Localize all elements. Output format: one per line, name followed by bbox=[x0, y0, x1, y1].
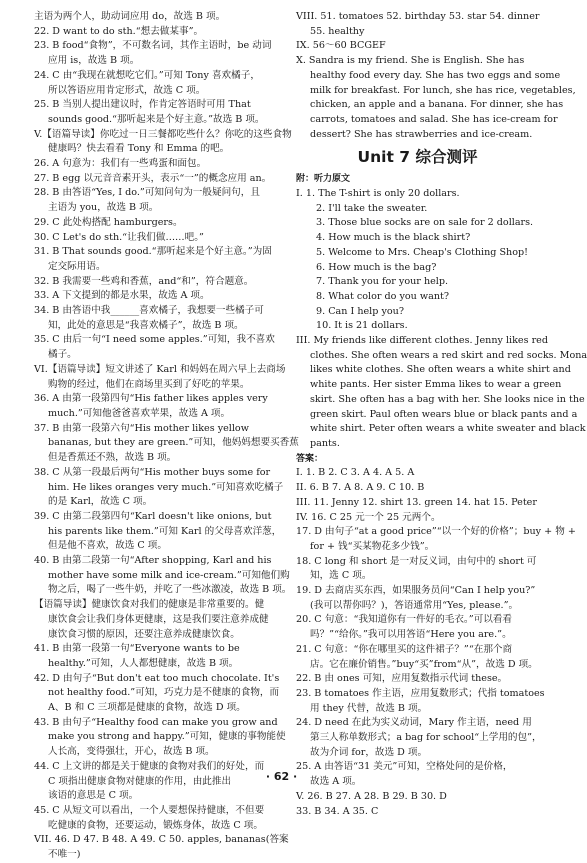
text-line: VI.【语篇导读】短文讲述了 Karl 和妈妈在周六早上去商场 bbox=[34, 363, 286, 375]
text-line: 33. A 下文提到的都是水果，故选 A 项。 bbox=[34, 290, 210, 302]
text-line: 26. A 句意为：我们有一些鸡蛋和面包。 bbox=[34, 158, 207, 170]
text-line: 吃健康的食物，还要运动，锻炼身体，故选 C 项。 bbox=[48, 819, 263, 831]
listening-label: 附：听力原文 bbox=[296, 174, 351, 185]
text-line: 该语的意思是 C 项。 bbox=[48, 790, 139, 802]
text-line: healthy food every day. She has two eggs and some bbox=[310, 69, 561, 81]
text-line: clothes. She often wears a red skirt and red socks. Mona bbox=[310, 349, 587, 361]
text-line: 39. C 由第二段第四句“Karl doesn't like onions, but bbox=[34, 510, 272, 522]
text-line: much.”可知他爸爸喜欢苹果，故选 A 项。 bbox=[48, 407, 231, 419]
text-line: make you strong and happy.”可知，健康的事物能使 bbox=[48, 731, 286, 743]
text-line: 橘子。 bbox=[48, 349, 77, 361]
listening-part-3 bbox=[296, 334, 587, 452]
page-number: · 62 · bbox=[265, 770, 298, 783]
text-line: 知，此处的意思是“我喜欢橘子”，故选 B 项。 bbox=[48, 319, 244, 331]
text-line: white shirt. Peter often wears a white sweater and black bbox=[310, 423, 586, 435]
text-line: 故选 A 项。 bbox=[310, 776, 362, 788]
text-line: 55. healthy bbox=[310, 25, 365, 37]
text-line: 主语为 you，故选 B 项。 bbox=[48, 202, 159, 214]
text-line: 20. C 句意：“我知道你有一件好的毛衣。”可以看看 bbox=[296, 614, 512, 626]
text-line: skirt. She often has a bag with her. She looks nice in the bbox=[310, 393, 585, 405]
text-line: 30. C Let's do sth.“让我们做……吧。” bbox=[34, 231, 204, 243]
text-line: 23. B food“食物”，不可数名词，其作主语时，be 动词 bbox=[34, 40, 272, 52]
text-line: V. 26. B 27. A 28. B 29. B 30. D bbox=[296, 790, 447, 802]
text-line: 24. C 由“我现在就想吃它们。”可知 Tony 喜欢橘子， bbox=[34, 69, 260, 81]
text-line: 17. D 由句子“at a good price”“以一个好的价格”；buy + 物 + bbox=[296, 526, 576, 538]
text-line: pants. bbox=[310, 437, 340, 449]
text-line: for + 钱“买某物花多少钱”。 bbox=[310, 540, 435, 552]
text-line: I. 1. B 2. C 3. A 4. A 5. A bbox=[296, 467, 415, 479]
text-line: 的是 Karl，故选 C 项。 bbox=[48, 496, 153, 508]
listening-line: 7. Thank you for your help. bbox=[316, 276, 449, 288]
text-line: 康饮食会让我们身体更健康，这是我们要注意养成健 bbox=[48, 613, 269, 625]
text-line: 但是香蕉还不熟，故选 B 项。 bbox=[48, 452, 177, 464]
right-top-answers bbox=[296, 10, 576, 142]
listening-line: 10. It is 21 dollars. bbox=[316, 320, 408, 332]
text-line: 物之后，喝了一些牛奶，并吃了一些冰激凌，故选 B 项。 bbox=[48, 584, 292, 596]
text-line: carrots, tomatoes and salad. She has ice-cream for bbox=[310, 113, 558, 125]
text-line: 主语为两个人，助动词应用 do，故选 B 项。 bbox=[34, 11, 226, 22]
answers-list bbox=[296, 466, 576, 819]
text-line: green skirt. Paul often wears blue or black pants and a bbox=[310, 408, 578, 420]
text-line: 用 they 代替，故选 B 项。 bbox=[310, 702, 428, 714]
text-line: IX. 56～60 BCGEF bbox=[296, 40, 386, 52]
text-line: milk for breakfast. For lunch, she has rice, vegetables, bbox=[310, 84, 576, 96]
text-line: likes white clothes. She often wears a white shirt and bbox=[310, 364, 571, 376]
text-line: 25. B 当别人提出建议时，作肯定答语时可用 That bbox=[34, 99, 251, 111]
text-line: 43. B 由句子“Healthy food can make you grow and bbox=[34, 716, 278, 728]
unit-title: Unit 7 综合测评 bbox=[357, 148, 478, 167]
text-line: 24. D need 在此为实义动词，Mary 作主语，need 用 bbox=[296, 717, 532, 729]
listening-line: 8. What color do you want? bbox=[316, 290, 449, 302]
text-line: 22. D want to do sth.“想去做某事”。 bbox=[34, 25, 204, 37]
answers-label: 答案： bbox=[296, 453, 324, 464]
text-line: healthy.”可知，人人都想健康，故选 B 项。 bbox=[48, 657, 239, 669]
listening-line: I. 1. The T-shirt is only 20 dollars. bbox=[296, 188, 460, 200]
text-line: 知，选 C 项。 bbox=[310, 570, 372, 582]
text-line: 28. B 由答语“Yes, I do.”可知问句为一般疑问句，且 bbox=[34, 187, 260, 199]
text-line: X. Sandra is my friend. She is English. She has bbox=[296, 55, 525, 67]
text-line: 21. C 句意：“你在哪里买的这件裙子？”“在那个商 bbox=[296, 643, 513, 655]
text-line: 42. D 由句子“But don't eat too much chocolate. It's bbox=[34, 672, 280, 684]
listening-line: 2. I'll take the sweater. bbox=[316, 202, 428, 214]
text-line: mother have some milk and ice-cream.”可知他们购 bbox=[48, 569, 290, 581]
text-line: his parents like them.”可知 Karl 的父母喜欢洋葱， bbox=[48, 525, 282, 537]
text-line: 36. A 由第一段第四句“His father likes apples very bbox=[34, 393, 268, 405]
text-line: 健康吗？快去看看 Tony 和 Emma 的吧。 bbox=[48, 143, 230, 155]
text-line: 定交际用语。 bbox=[48, 260, 106, 272]
text-line: 31. B That sounds good.“那听起来是个好主意。”为固 bbox=[34, 246, 272, 258]
text-line: VIII. 51. tomatoes 52. birthday 53. star 54. dinner bbox=[296, 11, 540, 22]
text-line: 店。它在廉价销售。”buy“买”from“从”，故选 D 项。 bbox=[310, 658, 538, 670]
listening-line: 3. Those blue socks are on sale for 2 dollars. bbox=[316, 217, 534, 229]
text-line: 但是他不喜欢，故选 C 项。 bbox=[48, 540, 167, 552]
text-line: (我可以帮你吗？)，答语通常用“Yes, please.”。 bbox=[310, 599, 519, 611]
text-line: 应用 is，故选 B 项。 bbox=[48, 55, 140, 67]
text-line: 18. C long 和 short 是一对反义词，由句中的 short 可 bbox=[296, 555, 537, 567]
text-line: 37. B 由第一段第六句“His mother likes yellow bbox=[34, 422, 249, 434]
left-column bbox=[34, 10, 299, 863]
text-line: 23. B tomatoes 作主语，应用复数形式；代指 tomatoes bbox=[296, 687, 545, 699]
text-line: chicken, an apple and a banana. For dinner, she has bbox=[310, 99, 564, 111]
right-column bbox=[296, 10, 587, 819]
text-line: 38. C 从第一段最后两句“His mother buys some for bbox=[34, 466, 271, 478]
text-line: 32. B 我需要一些鸡和香蕉，and“和”，符合题意。 bbox=[34, 275, 254, 287]
text-line: dessert? She has strawberries and ice-cream. bbox=[310, 128, 533, 140]
text-line: 27. B egg 以元音音素开头，表示“一”的概念应用 an。 bbox=[34, 172, 272, 184]
text-line: bananas, but they are green.”可知，他妈妈想要买香蕉 bbox=[48, 437, 299, 449]
text-line: 22. B 由 ones 可知，应用复数指示代词 these。 bbox=[296, 673, 508, 685]
text-line: sounds good.“那听起来是个好主意。”故选 B 项。 bbox=[48, 113, 265, 125]
text-line: 33. B 34. A 35. C bbox=[296, 805, 379, 817]
text-line: 19. D 去商店买东西，如果服务员问“Can I help you?” bbox=[296, 585, 536, 597]
text-line: white pants. Her sister Emma likes to wear a green bbox=[310, 379, 562, 391]
listening-line: 6. How much is the bag? bbox=[316, 261, 437, 273]
text-line: 康饮食习惯的原因，还要注意养成健康饮食。 bbox=[48, 628, 240, 640]
text-line: 34. B 由答语中我______喜欢橘子，我想要一些橘子可 bbox=[34, 305, 264, 317]
text-line: III. 11. Jenny 12. shirt 13. green 14. hat 15. Peter bbox=[296, 496, 537, 508]
text-line: 所以答语应用肯定形式，故选 C 项。 bbox=[48, 84, 206, 96]
text-line: 故为介词 for，故选 D 项。 bbox=[310, 746, 428, 758]
text-line: 44. C 上文讲的都是关于健康的食物对我们的好处，而 bbox=[34, 760, 265, 772]
text-line: II. 6. B 7. A 8. A 9. C 10. B bbox=[296, 482, 425, 494]
text-line: VII. 46. D 47. B 48. A 49. C 50. apples, bananas(答案 bbox=[34, 834, 289, 846]
text-line: III. My friends like different clothes. Jenny likes red bbox=[296, 335, 548, 347]
text-line: 购物的经过，他们在商场里买到了好吃的苹果。 bbox=[48, 378, 250, 390]
text-line: 29. C 此处构搭配 hamburgers。 bbox=[34, 216, 183, 228]
text-line: 35. C 由后一句“I need some apples.”可知，我不喜欢 bbox=[34, 334, 275, 346]
text-line: 吗？”“给你。”我可以用答语“Here you are.”。 bbox=[310, 629, 512, 641]
text-line: IV. 16. C 25 元一个 25 元两个。 bbox=[296, 511, 441, 523]
text-line: C 项指出健康食物对健康的作用，由此推出 bbox=[48, 775, 232, 787]
text-line: 45. C 从短文可以看出，一个人要想保持健康，不但要 bbox=[34, 804, 265, 816]
text-line: not healthy food.”可知，巧克力是不健康的食物，而 bbox=[48, 687, 280, 699]
text-line: 40. B 由第二段第一句“After shopping, Karl and his bbox=[34, 555, 272, 567]
text-line: 【语篇导读】健康饮食对我们的健康是非常重要的。健 bbox=[34, 599, 265, 611]
listening-line: 4. How much is the black shirt? bbox=[316, 232, 471, 244]
text-line: A、B 和 C 三项都是健康的食物，故选 D 项。 bbox=[48, 702, 246, 714]
text-line: 41. B 由第一段第一句“Everyone wants to be bbox=[34, 643, 240, 655]
text-line: 不唯一) bbox=[48, 849, 81, 861]
listening-line: 5. Welcome to Mrs. Cheap's Clothing Shop! bbox=[316, 246, 528, 258]
text-line: 人长高，变得强壮，开心，故选 B 项。 bbox=[48, 746, 215, 758]
text-line: him. He likes oranges very much.”可知喜欢吃橘子 bbox=[48, 481, 284, 493]
text-line: 25. A 由答语“31 美元”可知，空格处问的是价格， bbox=[296, 761, 513, 773]
listening-line: 9. Can I help you? bbox=[316, 305, 404, 317]
text-line: 第三人称单数形式；a bag for school“上学用的包”， bbox=[310, 732, 542, 744]
listening-part-1 bbox=[296, 187, 539, 334]
text-line: V.【语篇导读】你吃过一日三餐都吃些什么？你吃的这些食物 bbox=[34, 128, 292, 140]
